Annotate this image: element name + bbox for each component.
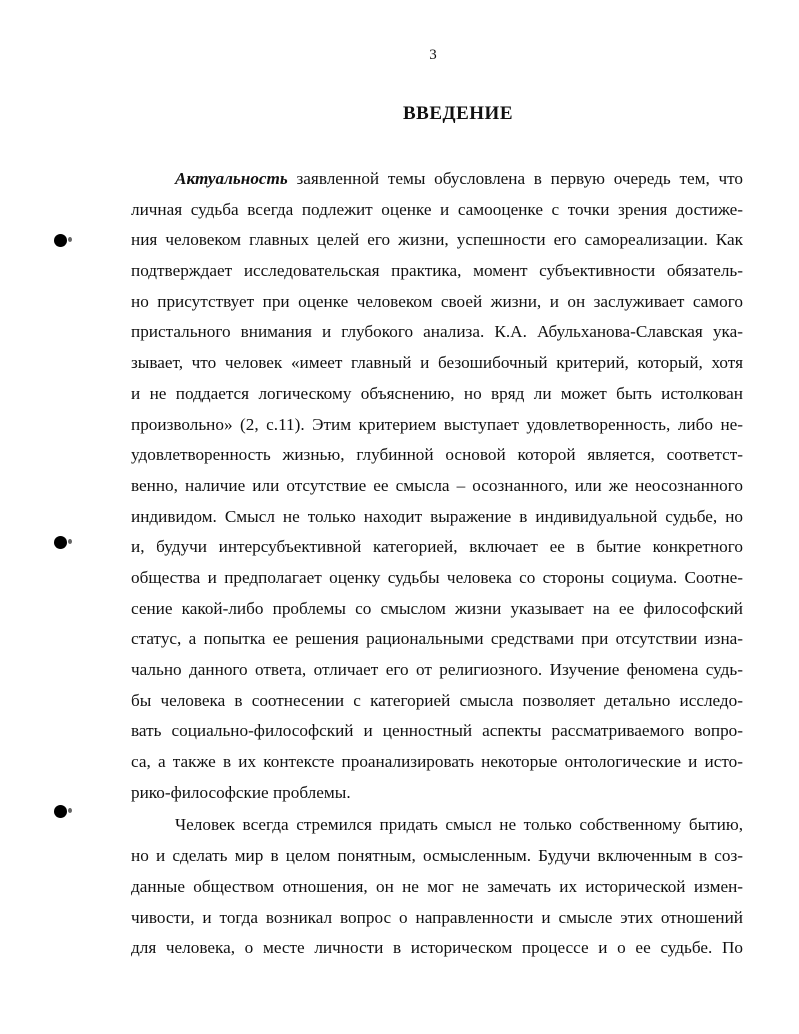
page-number: 3	[429, 47, 437, 63]
text-line: индивидом. Смысл не только находит выражение в индивидуальной судьбе, но	[131, 506, 743, 526]
text-line: данные обществом отношения, он не мог не замечать их исторической измен-	[131, 876, 743, 896]
punch-hole-mark	[54, 805, 67, 818]
section-heading: ВВЕДЕНИЕ	[403, 103, 513, 124]
body-text	[131, 164, 743, 964]
text-line: Человек всегда стремился придать смысл не только собственному бытию,	[175, 815, 743, 835]
text-line: удовлетворенность жизнью, глубинной основой которой является, соответст-	[131, 445, 743, 465]
line-text: заявленной темы обусловлена в первую очередь тем, что	[296, 169, 744, 188]
text-line: венно, наличие или отсутствие ее смысла – осознанного, или же неосознанного	[131, 475, 743, 495]
text-line: и не поддается логическому объяснению, но вряд ли может быть истолкован	[131, 383, 743, 403]
text-line: зывает, что человек «имеет главный и безошибочный критерий, который, хотя	[131, 353, 743, 373]
text-line: общества и предполагает оценку судьбы человека со стороны социума. Соотне-	[131, 567, 743, 587]
text-line: пристального внимания и глубокого анализа. К.А. Абульханова-Славская ука-	[131, 322, 743, 342]
text-line: но и сделать мир в целом понятным, осмысленным. Будучи включенным в соз-	[131, 846, 743, 866]
text-line: и, будучи интерсубъективной категорией, включает ее в бытие конкретного	[131, 537, 743, 557]
text-line: но присутствует при оценке человеком своей жизни, и он заслуживает самого	[131, 291, 743, 311]
lead-word: Актуальность	[175, 169, 288, 188]
text-line: бы человека в соотнесении с категорией смысла позволяет детально исследо-	[131, 690, 743, 710]
text-line	[131, 164, 743, 195]
text-line: произвольно» (2, с.11). Этим критерием выступает удовлетворенность, либо не-	[131, 414, 743, 434]
paragraph	[131, 810, 743, 963]
text-line: для человека, о месте личности в историческом процессе и о ее судьбе. По	[131, 938, 743, 958]
text-line: статус, а попытка ее решения рациональными средствами при отсутствии изна-	[131, 629, 743, 649]
text-line: ния человеком главных целей его жизни, успешности его самореализации. Как	[131, 230, 743, 250]
text-line: рико-философские проблемы.	[131, 782, 351, 802]
punch-hole-mark	[54, 234, 67, 247]
text-line: личная судьба всегда подлежит оценке и самооценке с точки зрения достиже-	[131, 199, 743, 219]
text-line: подтверждает исследовательская практика, момент субъективности обязатель-	[131, 261, 743, 281]
punch-hole-mark	[54, 536, 67, 549]
text-line: чивости, и тогда возникал вопрос о направленности и смысле этих отношений	[131, 907, 743, 927]
text-line: чально данного ответа, отличает его от религиозного. Изучение феномена судь-	[131, 660, 743, 679]
paragraph	[131, 164, 743, 808]
text-line: вать социально-философский и ценностный аспекты рассматриваемого вопро-	[131, 721, 743, 741]
text-line: са, а также в их контексте проанализировать некоторые онтологические и исто-	[131, 752, 743, 772]
text-line: сение какой-либо проблемы со смыслом жизни указывает на ее философский	[131, 598, 743, 618]
